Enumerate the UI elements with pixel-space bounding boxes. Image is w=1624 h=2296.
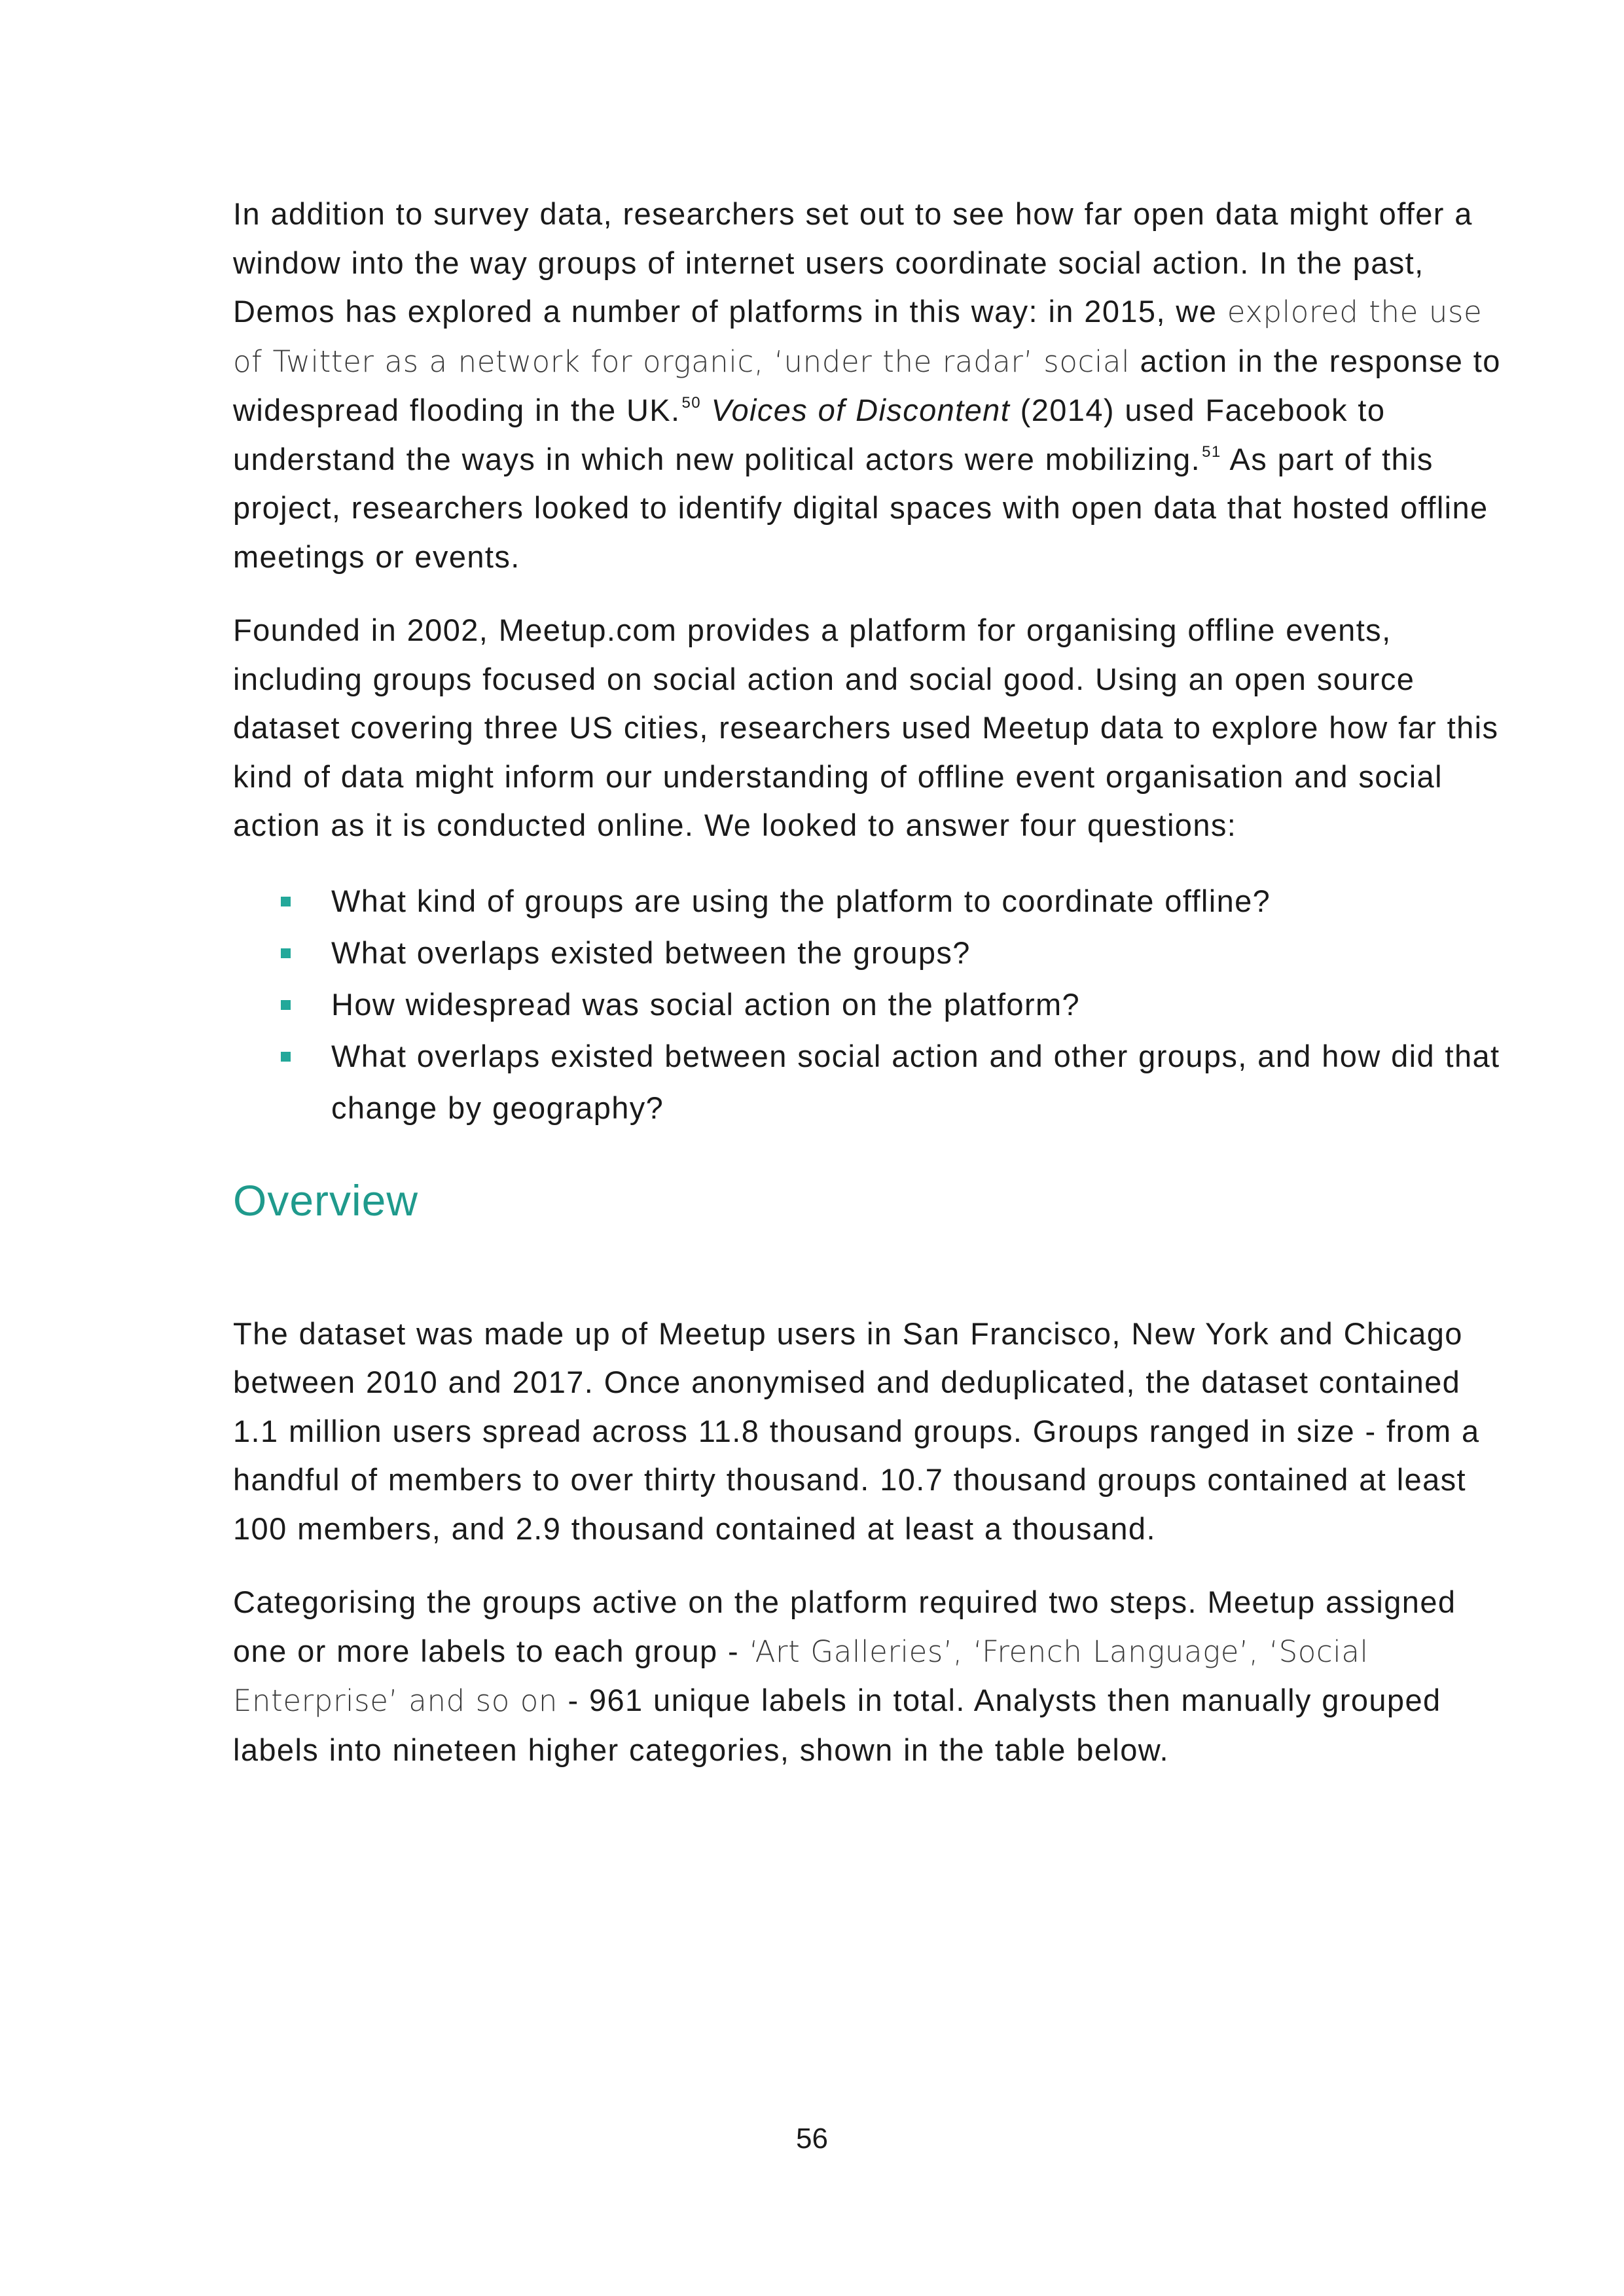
paragraph-dataset: The dataset was made up of Meetup users in San Francisco, New York and Chicago between 2010 and 2017. Once anonymised and deduplicated, the dataset contained 1.1 million users spread across 11.8 thousand groups. Groups ranged in size - from a handful of members to over thirty thousand. 10.7 thousand groups contained at least 100 members, and 2.9 thousand contained at least a thousand. bbox=[233, 1316, 1480, 1546]
paragraph-intro-part-e: As part of this project, researchers looked to identify digital spaces with open data that hosted offline meetings or events. bbox=[233, 441, 1489, 574]
paragraph-categorising-part-a: Categorising the groups active on the platform required two steps. Meetup assigned one or more labels to each group - bbox=[233, 1585, 1456, 1668]
list-item bbox=[331, 1030, 1516, 1134]
footnote-ref-51[interactable]: 51 bbox=[1202, 442, 1221, 461]
footnote-ref-50[interactable]: 50 bbox=[681, 394, 702, 412]
paragraph-intro-part-b: explored the use of Twitter as a network for organic, ‘under the radar’ social bbox=[233, 295, 1483, 379]
list-item-text: What overlaps existed between the groups? bbox=[331, 935, 971, 970]
square-bullet-icon bbox=[281, 948, 291, 958]
paragraph-intro-part-d: (2014) used Facebook to understand the ways in which new political actors were mobilizing. bbox=[233, 393, 1386, 476]
square-bullet-icon bbox=[281, 1000, 291, 1010]
list-item bbox=[331, 927, 1516, 978]
paragraph-categorising-part-c: - 961 unique labels in total. Analysts then manually grouped labels into nineteen higher categories, shown in the table below. bbox=[233, 1683, 1441, 1767]
paragraph-categorising bbox=[233, 1578, 1516, 1774]
page-content bbox=[233, 190, 1516, 1799]
square-bullet-icon bbox=[281, 1052, 291, 1062]
paragraph-categorising-part-b: ‘Art Galleries’, ‘French Language’, ‘Social Enterprise’ and so on bbox=[233, 1634, 1369, 1718]
paragraph-intro-part-c: action in the response to widespread flooding in the UK. bbox=[233, 343, 1501, 427]
list-item-text: What overlaps existed between social action and other groups, and how did that change by geography? bbox=[331, 1038, 1500, 1125]
page-number: 56 bbox=[796, 2123, 828, 2155]
list-item bbox=[331, 978, 1516, 1030]
paragraph-intro-part-a: In addition to survey data, researchers set out to see how far open data might offer a window into the way groups of internet users coordinate social action. In the past, Demos has explored a number of platforms in this way: in 2015, we bbox=[233, 196, 1473, 329]
paragraph-intro bbox=[233, 190, 1516, 581]
list-item-text: How widespread was social action on the platform? bbox=[331, 986, 1081, 1022]
list-item bbox=[331, 875, 1516, 927]
section-heading-overview: Overview bbox=[233, 1175, 419, 1225]
list-item-text: What kind of groups are using the platform to coordinate offline? bbox=[331, 883, 1271, 918]
square-bullet-icon bbox=[281, 897, 291, 906]
book-title-italic: Voices of Discontent bbox=[711, 393, 1011, 427]
questions-list bbox=[233, 875, 1516, 1134]
paragraph-meetup: Founded in 2002, Meetup.com provides a platform for organising offline events, including groups focused on social action and social good. Using an open source dataset covering three US cities, researchers used Meetup data to explore how far this kind of data might inform our understanding of offline event organisation and social action as it is conducted online. We looked to answer four questions: bbox=[233, 613, 1499, 842]
